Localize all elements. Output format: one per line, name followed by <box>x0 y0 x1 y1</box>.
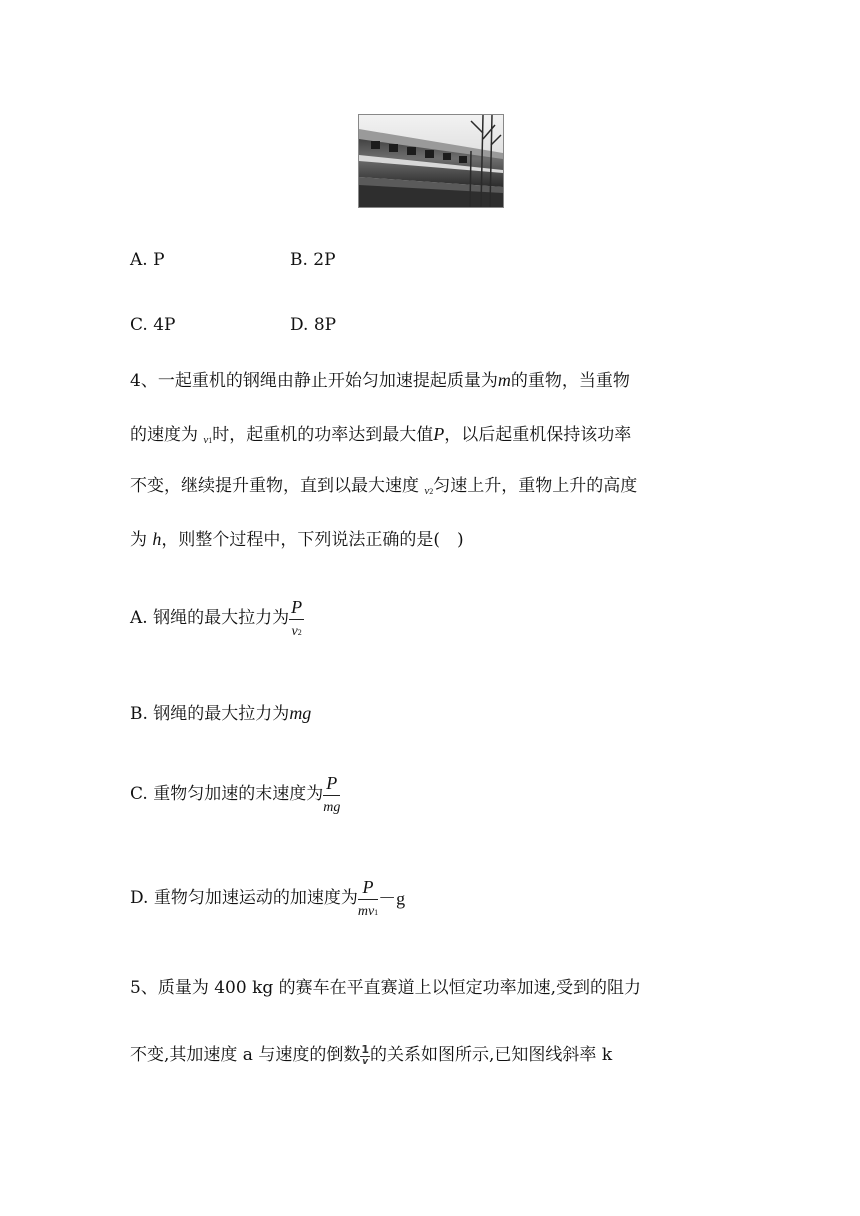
mass-symbol: m <box>497 370 511 390</box>
numerator: P <box>323 774 340 796</box>
q4-stem-line-4 <box>130 530 464 549</box>
fraction-p-over-v2 <box>289 598 304 639</box>
minus-g: －g <box>378 888 406 909</box>
q5-stem-line-2 <box>130 1044 612 1067</box>
q4-text: 为 <box>130 530 147 550</box>
q4-stem-line-2 <box>130 425 631 446</box>
q5-text: 不变,其加速度 a 与速度的倒数 <box>130 1045 361 1065</box>
option-text: D. 重物匀加速运动的加速度为 <box>130 888 358 908</box>
denominator: mg <box>323 800 341 815</box>
q5-stem-line-1: 5、质量为 400 kg 的赛车在平直赛道上以恒定功率加速,受到的阻力 <box>130 978 642 998</box>
subscript: 2 <box>297 628 302 637</box>
q4-text: 匀速上升，重物上升的高度 <box>433 476 638 496</box>
option-text: B. 钢绳的最大拉力为 <box>130 704 290 724</box>
numerator: P <box>289 598 304 620</box>
q3-option-c: C. 4P <box>130 315 176 335</box>
q4-option-d <box>130 878 405 919</box>
q4-text: 4、一起重机的钢绳由静止开始匀加速提起质量为 <box>130 371 498 391</box>
q4-text: 不变，继续提升重物，直到以最大速度 <box>130 476 419 496</box>
q3-option-a: A. P <box>130 250 165 270</box>
q4-text: ，则整个过程中，下列说法正确的是( ) <box>161 530 464 550</box>
velocity-v2 <box>424 485 433 497</box>
subscript: 2 <box>429 487 434 496</box>
fraction-p-over-mg <box>323 774 340 815</box>
q3-option-d: D. 8P <box>290 315 337 335</box>
q4-stem-line-1 <box>130 371 630 390</box>
fraction-p-over-mv1 <box>358 878 378 919</box>
q4-text: 的重物，当重物 <box>510 371 630 391</box>
option-text: A. 钢绳的最大拉力为 <box>130 608 290 628</box>
q3-option-b: B. 2P <box>290 250 336 270</box>
train-photo-graphic <box>359 115 503 207</box>
subscript: 1 <box>374 908 379 917</box>
denominator <box>289 620 304 639</box>
numerator: P <box>358 878 378 900</box>
train-photo <box>358 114 504 208</box>
v-symbol: v <box>291 624 298 639</box>
q4-text: ，以后起重机保持该功率 <box>444 425 632 445</box>
denominator: v <box>362 1057 369 1067</box>
velocity-v1 <box>203 434 212 446</box>
height-symbol: h <box>152 529 162 549</box>
q4-option-a <box>130 598 304 639</box>
numerator: 1 <box>361 1043 370 1056</box>
mv-symbol: mv <box>357 904 375 919</box>
mg-symbol: mg <box>289 703 312 723</box>
denominator <box>358 900 378 919</box>
q5-text: 的关系如图所示,已知图线斜率 k <box>370 1045 613 1065</box>
v-symbol: v <box>424 485 430 497</box>
q4-stem-line-3 <box>130 478 637 497</box>
q4-text: 的速度为 <box>130 425 198 445</box>
power-symbol: P <box>433 424 445 444</box>
q4-option-b <box>130 704 311 723</box>
v-symbol: v <box>203 434 209 446</box>
fraction-one-over-v <box>360 1044 370 1067</box>
subscript: 1 <box>208 436 213 445</box>
q4-text: 时，起重机的功率达到最大值 <box>212 425 434 445</box>
option-text: C. 重物匀加速的末速度为 <box>130 784 324 804</box>
q4-option-c <box>130 774 340 815</box>
